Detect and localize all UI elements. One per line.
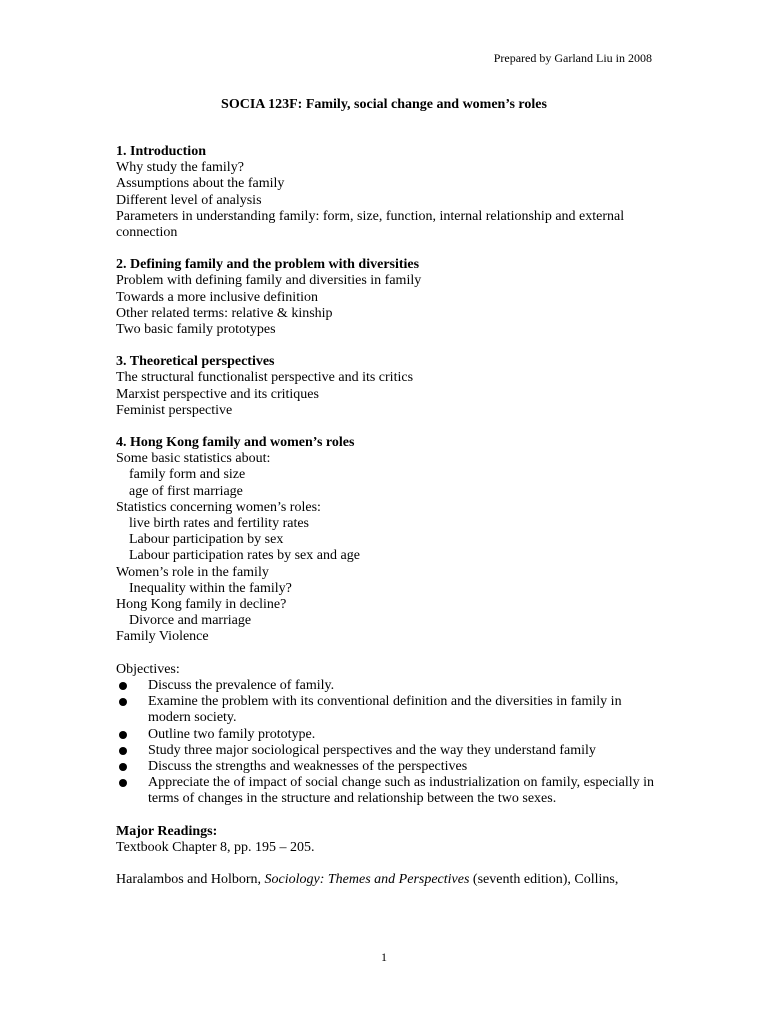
section-line: Labour participation by sex <box>129 532 284 548</box>
section-line: age of first marriage <box>129 483 243 499</box>
section-heading: 1. Introduction <box>116 144 206 159</box>
document-body <box>116 144 656 888</box>
objectives-label: Objectives: <box>116 661 180 677</box>
section-line: Problem with defining family and diversities in family <box>116 273 422 289</box>
objective-item <box>116 727 656 743</box>
section-line: Hong Kong family in decline? <box>116 597 287 613</box>
section-line: Statistics concerning women’s roles: <box>116 499 321 515</box>
section-line: Two basic family prototypes <box>116 322 276 338</box>
objective-item <box>116 694 656 726</box>
course-title: SOCIA 123F: Family, social change and women’s roles <box>221 97 547 112</box>
objective-text: Outline two family prototype. <box>148 726 316 742</box>
section-line: Marxist perspective and its critiques <box>116 386 319 402</box>
section-line: Feminist perspective <box>116 402 233 418</box>
section-line: Why study the family? <box>116 160 244 176</box>
section-line: Divorce and marriage <box>129 613 252 629</box>
objective-text: Examine the problem with its conventional definition and the diversities in family in modern society. <box>148 694 622 726</box>
objective-item <box>116 759 656 775</box>
section-heading: 3. Theoretical perspectives <box>116 354 275 370</box>
section <box>116 257 656 338</box>
section-line: The structural functionalist perspective and its critics <box>116 370 414 386</box>
section-line: Women’s role in the family <box>116 564 269 580</box>
bullet-icon <box>119 763 127 771</box>
sections-container <box>116 144 656 646</box>
readings-block <box>116 824 656 889</box>
bullet-icon <box>119 747 127 755</box>
readings-textbook: Textbook Chapter 8, pp. 195 – 205. <box>116 839 315 855</box>
readings-heading: Major Readings: <box>116 823 218 839</box>
section-line: Different level of analysis <box>116 192 262 208</box>
objectives-list <box>116 678 656 808</box>
page-number: 1 <box>381 950 387 964</box>
reference-authors: Haralambos and Holborn, <box>116 871 265 887</box>
objective-text: Discuss the prevalence of family. <box>148 677 335 693</box>
section <box>116 435 656 646</box>
reference-rest: (seventh edition), Collins, <box>469 871 619 887</box>
objective-item <box>116 775 656 807</box>
bullet-icon <box>119 779 127 787</box>
readings-reference <box>116 872 656 888</box>
objective-text: Appreciate the of impact of social change such as industrialization on family, especially in terms of changes in the structure and relationship between the two sexes. <box>148 775 655 807</box>
objective-item <box>116 678 656 694</box>
section <box>116 354 656 419</box>
section-line: live birth rates and fertility rates <box>129 516 309 532</box>
objective-text: Study three major sociological perspectives and the way they understand family <box>148 742 596 758</box>
section <box>116 144 656 241</box>
prepared-by-note: Prepared by Garland Liu in 2008 <box>493 51 652 65</box>
section-line: Family Violence <box>116 629 209 645</box>
bullet-icon <box>119 698 127 706</box>
section-heading: 4. Hong Kong family and women’s roles <box>116 435 355 451</box>
section-line: family form and size <box>129 467 246 483</box>
bullet-icon <box>119 731 127 739</box>
reference-title: Sociology: Themes and Perspectives <box>264 871 470 887</box>
section-line: Some basic statistics about: <box>116 451 271 467</box>
section-line: Labour participation rates by sex and age <box>129 548 360 564</box>
bullet-icon <box>119 682 127 690</box>
section-line: Towards a more inclusive definition <box>116 289 318 305</box>
objectives-block <box>116 662 656 808</box>
objective-text: Discuss the strengths and weaknesses of the perspectives <box>148 758 468 774</box>
section-line: Other related terms: relative & kinship <box>116 305 333 321</box>
section-line: Inequality within the family? <box>129 580 292 596</box>
objective-item <box>116 743 656 759</box>
section-heading: 2. Defining family and the problem with diversities <box>116 257 420 273</box>
section-line: Parameters in understanding family: form, size, function, internal relationship and external connection <box>116 208 625 241</box>
section-line: Assumptions about the family <box>116 176 285 192</box>
